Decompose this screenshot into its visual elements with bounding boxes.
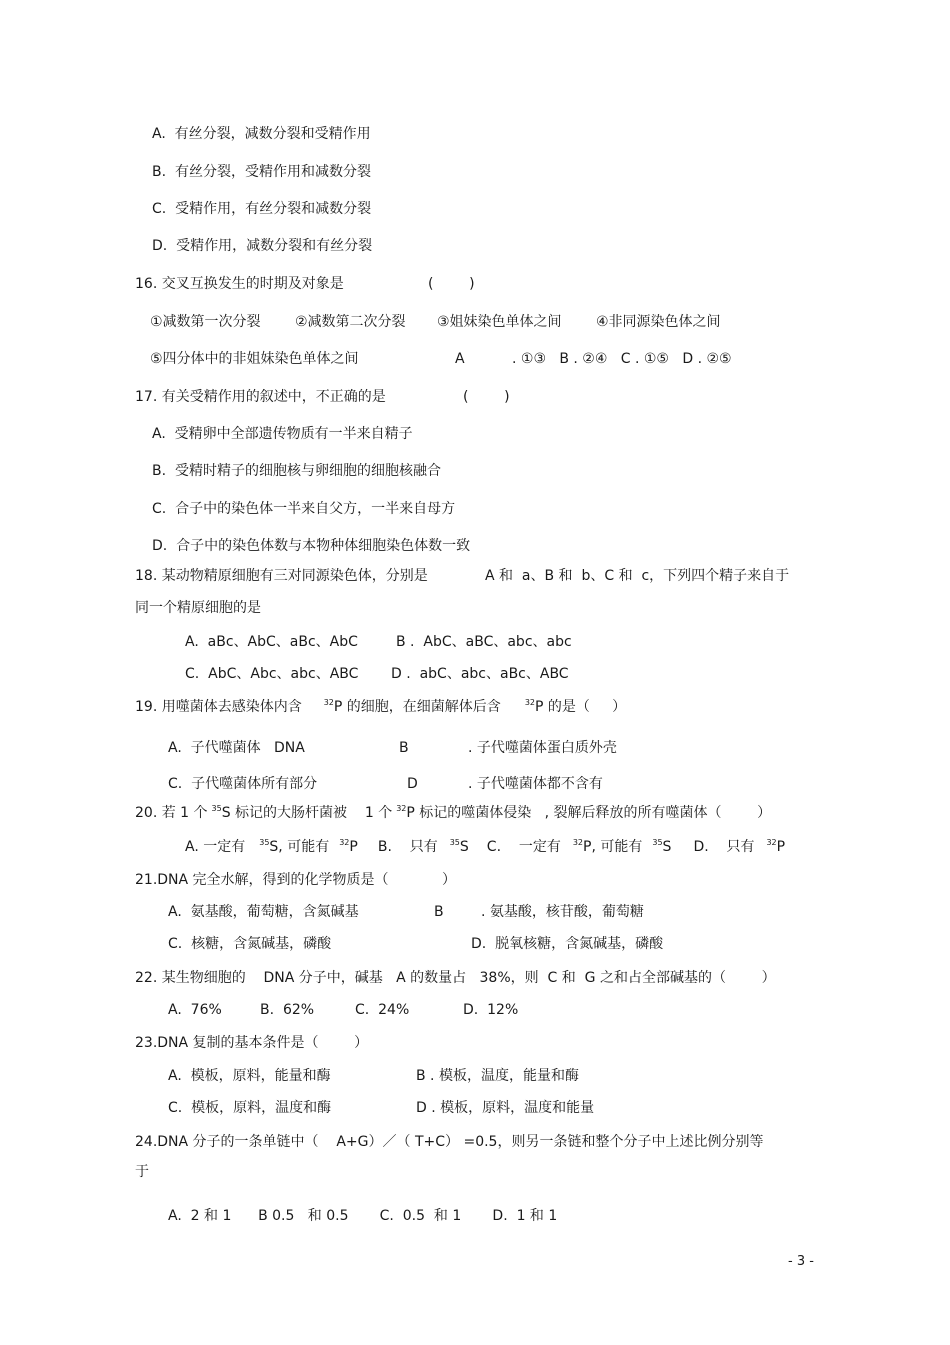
q16-item-5: ⑤四分体中的非姐妹染色单体之间 — [150, 351, 359, 367]
q23-option-b: B . 模板，温度，能量和酶 — [416, 1068, 579, 1084]
q20-opt-c-1: C. 一定有 — [486, 839, 561, 855]
q19-stem — [135, 698, 626, 716]
q23-option-c: C. 模板，原料，温度和酶 — [168, 1100, 332, 1116]
q24-stem-line2: 于 — [135, 1164, 149, 1180]
q20-stem-part1: 20. 若 1 个 — [135, 805, 208, 821]
q20-opt-c-3: S — [662, 839, 672, 855]
q21-option-b-label: B — [434, 904, 444, 920]
q20-opt-b-sup-1: 35 — [449, 838, 460, 847]
q18-stem-line2: 同一个精原细胞的是 — [135, 600, 261, 616]
q20-opt-d-sup-1: 32 — [766, 838, 777, 847]
q18-option-b: B . AbC、aBC、abc、abc — [396, 634, 572, 650]
q18-option-c: C. AbC、Abc、abc、ABC — [185, 666, 359, 682]
q17-answer-paren: ( ) — [463, 389, 510, 405]
q20-stem-part2: S 标记的大肠杆菌被 1 个 — [221, 805, 393, 821]
q18-option-a: A. aBc、AbC、aBc、AbC — [185, 634, 358, 650]
q21-option-a: A. 氨基酸，葡萄糖，含氮碱基 — [168, 904, 359, 920]
q20-opt-a-1: A. 一定有 — [185, 839, 246, 855]
q21-option-c: C. 核糖，含氮碱基，磷酸 — [168, 936, 332, 952]
q22-option-c: C. 24% — [355, 1002, 410, 1018]
q20-opt-a-2: S, 可能有 — [269, 839, 330, 855]
q20-stem — [135, 804, 771, 822]
q19-stem-part3: P 的是（ ） — [535, 699, 627, 715]
q24-stem: 24.DNA 分子的一条单链中（ A+G）／（ T+C） =0.5，则另一条链和整个分子中上述比例分别等 — [135, 1134, 764, 1150]
q18-stem-cont: A 和 a、B 和 b、C 和 c，下列四个精子来自于 — [485, 568, 790, 584]
q20-opt-a-3: P — [349, 839, 358, 855]
q16-choices: . ①③ B . ②④ C . ①⑤ D . ②⑤ — [512, 351, 732, 367]
q19-option-b: . 子代噬菌体蛋白质外壳 — [468, 740, 617, 756]
q19-option-a: A. 子代噬菌体 DNA — [168, 740, 305, 756]
q22-stem: 22. 某生物细胞的 DNA 分子中，碱基 A 的数量占 38%，则 C 和 G 之和占全部碱基的（ ） — [135, 970, 776, 986]
q18-option-d: D . abC、abc、aBc、ABC — [391, 666, 569, 682]
q20-options — [185, 838, 785, 856]
q20-sup-1: 35 — [211, 804, 222, 813]
q17-option-a: A. 受精卵中全部遗传物质有一半来自精子 — [152, 426, 413, 442]
q17-option-d: D. 合子中的染色体数与本物种体细胞染色体数一致 — [152, 538, 471, 554]
q16-item-1: ①减数第一次分裂 — [150, 314, 261, 330]
q19-stem-part1: 19. 用噬菌体去感染体内含 — [135, 699, 302, 715]
q16-answer-paren: ( ) — [428, 276, 475, 292]
q15-option-d: D. 受精作用，减数分裂和有丝分裂 — [152, 238, 373, 254]
q20-opt-b-1: B. 只有 — [377, 839, 438, 855]
q17-stem: 17. 有关受精作用的叙述中，不正确的是 — [135, 389, 386, 405]
q20-opt-b-2: S — [459, 839, 469, 855]
q16-item-4: ④非同源染色体之间 — [596, 314, 721, 330]
q21-option-d: D. 脱氧核糖，含氮碱基，磷酸 — [471, 936, 664, 952]
page-number: - 3 - — [788, 1254, 814, 1269]
q19-sup-2: 32 — [524, 698, 535, 707]
q21-option-b: . 氨基酸，核苷酸，葡萄糖 — [481, 904, 644, 920]
q20-opt-d-2: P — [776, 839, 786, 855]
q17-option-c: C. 合子中的染色体一半来自父方，一半来自母方 — [152, 501, 456, 517]
q20-opt-c-sup-1: 32 — [572, 838, 584, 847]
q24-options: A. 2 和 1 B 0.5 和 0.5 C. 0.5 和 1 D. 1 和 1 — [168, 1208, 558, 1224]
q15-option-c: C. 受精作用，有丝分裂和减数分裂 — [152, 201, 372, 217]
q19-option-d: . 子代噬菌体都不含有 — [468, 776, 603, 792]
q20-opt-c-2: P, 可能有 — [583, 839, 643, 855]
q16-stem: 16. 交叉互换发生的时期及对象是 — [135, 276, 344, 292]
q20-opt-d-1: D. 只有 — [693, 839, 755, 855]
q19-option-b-label: B — [399, 740, 409, 756]
q20-stem-part3: P 标记的噬菌体侵染 , 裂解后释放的所有噬菌体（ ） — [406, 805, 772, 821]
q19-sup-1: 32 — [323, 698, 334, 707]
q21-stem: 21.DNA 完全水解，得到的化学物质是（ ） — [135, 872, 456, 888]
q22-option-a: A. 76% — [168, 1002, 222, 1018]
q19-option-c: C. 子代噬菌体所有部分 — [168, 776, 318, 792]
q17-option-b: B. 受精时精子的细胞核与卵细胞的细胞核融合 — [152, 463, 441, 479]
q20-opt-a-sup-2: 32 — [339, 838, 350, 847]
q16-item-3: ③姐妹染色单体之间 — [437, 314, 562, 330]
q20-sup-2: 32 — [396, 804, 407, 813]
q22-option-d: D. 12% — [463, 1002, 519, 1018]
q23-stem: 23.DNA 复制的基本条件是（ ） — [135, 1035, 369, 1051]
q20-opt-c-sup-2: 35 — [652, 838, 663, 847]
q19-stem-part2: P 的细胞，在细菌解体后含 — [333, 699, 501, 715]
q16-choice-a-label: A — [455, 351, 465, 367]
q22-option-b: B. 62% — [260, 1002, 315, 1018]
q23-option-d: D . 模板，原料，温度和能量 — [416, 1100, 595, 1116]
q20-opt-a-sup-1: 35 — [259, 838, 270, 847]
q19-option-d-label: D — [407, 776, 418, 792]
q15-option-a: A. 有丝分裂，减数分裂和受精作用 — [152, 126, 371, 142]
q18-stem: 18. 某动物精原细胞有三对同源染色体，分别是 — [135, 568, 428, 584]
q23-option-a: A. 模板，原料，能量和酶 — [168, 1068, 331, 1084]
q16-item-2: ②减数第二次分裂 — [295, 314, 406, 330]
q15-option-b: B. 有丝分裂，受精作用和减数分裂 — [152, 164, 371, 180]
